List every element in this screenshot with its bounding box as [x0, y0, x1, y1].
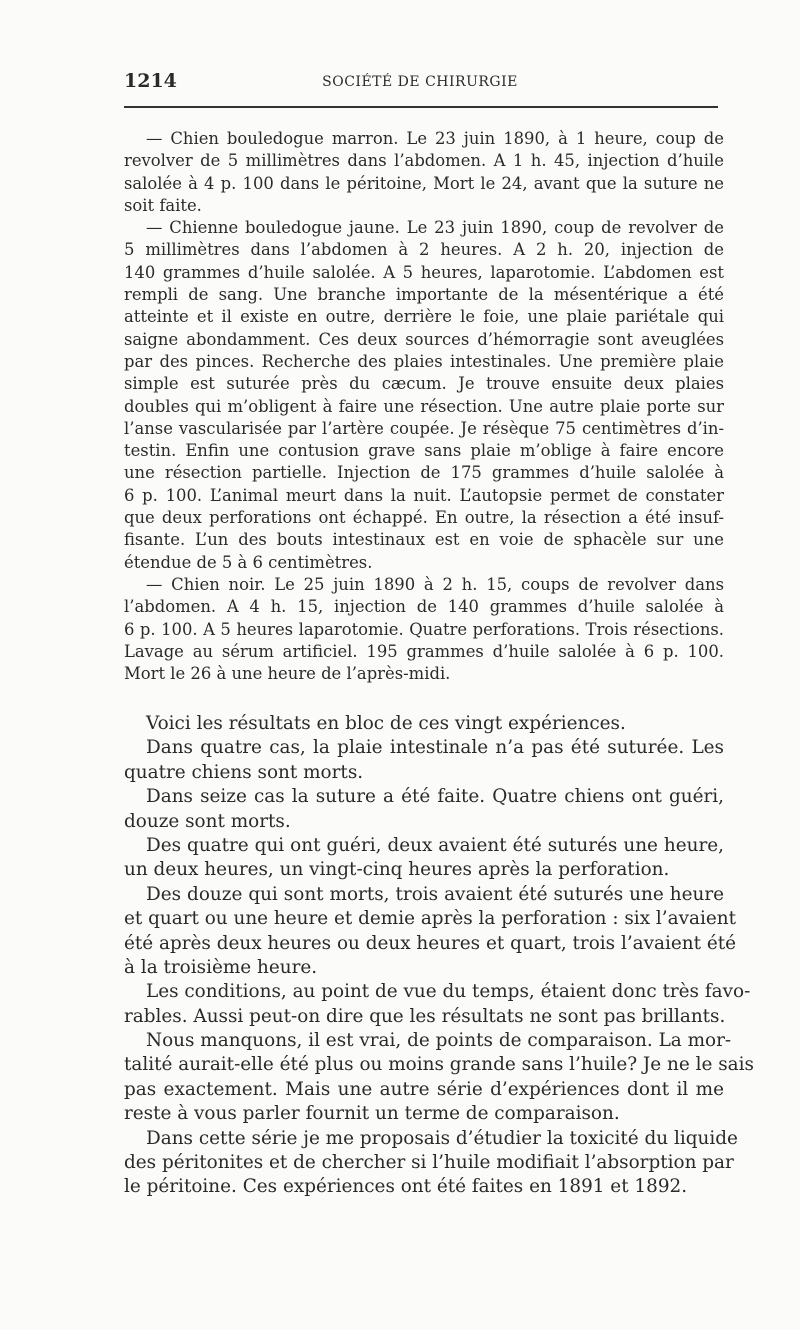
text-line: Nous manquons, il est vrai, de points de comparaison. La mor- [146, 1030, 732, 1052]
paragraph [124, 1127, 738, 1200]
text-line: l’abdomen. A 4 h. 15, injection de 140 grammes d’huile salolée à [124, 597, 724, 617]
results-discussion [124, 712, 754, 1200]
text-line: atteinte et il existe en outre, derrière le foie, une plaie pariétale qui [124, 307, 724, 327]
running-title: SOCIÉTÉ DE CHIRURGIE [322, 74, 518, 90]
text-line: fisante. L’un des bouts intestinaux est en voie de sphacèle sur une [124, 530, 724, 550]
paragraph [124, 883, 737, 981]
text-line: revolver de 5 millimètres dans l’abdomen. A 1 h. 45, injection d’huile [124, 151, 724, 171]
text-line: douze sont morts. [124, 810, 291, 832]
text-line: été après deux heures ou deux heures et quart, trois l’avaient été [124, 932, 737, 954]
paragraph [124, 128, 724, 217]
text-line: Les conditions, au point de vue du temps, étaient donc très favo- [146, 981, 751, 1003]
text-line: talité aurait-elle été plus ou moins grande sans l’huile? Je ne le sais [124, 1054, 754, 1076]
text-line: reste à vous parler fournit un terme de comparaison. [124, 1103, 620, 1125]
text-line: testin. Enfin une contusion grave sans plaie m’oblige à faire encore [124, 441, 724, 461]
text-line: et quart ou une heure et demie après la perforation : six l’avaient [124, 908, 736, 930]
text-line: salolée à 4 p. 100 dans le péritoine, Mort le 24, avant que la suture ne [124, 173, 724, 193]
text-line: Dans cette série je me proposais d’étudier la toxicité du liquide [146, 1127, 738, 1149]
text-line: rables. Aussi peut-on dire que les résultats ne sont pas brillants. [124, 1005, 726, 1027]
text-line: étendue de 5 à 6 centimètres. [124, 552, 373, 572]
paragraph [124, 712, 724, 736]
text-line: Dans quatre cas, la plaie intestinale n’a pas été suturée. Les [146, 737, 724, 759]
paragraph [124, 834, 724, 883]
text-line: l’anse vascularisée par l’artère coupée. Je résèque 75 centimètres d’in- [124, 418, 724, 438]
paragraph [124, 217, 724, 574]
text-line: — Chien noir. Le 25 juin 1890 à 2 h. 15, coups de revolver dans [146, 574, 724, 594]
text-line: saigne abondamment. Ces deux sources d’hémorragie sont aveuglées [124, 329, 724, 349]
text-line: — Chienne bouledogue jaune. Le 23 juin 1890, coup de revolver de [146, 218, 724, 238]
text-line: 5 millimètres dans l’abdomen à 2 heures. A 2 h. 20, injection de [124, 240, 724, 260]
text-line: quatre chiens sont morts. [124, 761, 364, 783]
text-line: Des douze qui sont morts, trois avaient été suturés une heure [146, 883, 724, 905]
text-line: que deux perforations ont échappé. En outre, la résection a été insuf- [124, 508, 724, 528]
text-line: pas exactement. Mais une autre série d’expériences dont il me [124, 1078, 724, 1100]
text-line: à la troisième heure. [124, 956, 318, 978]
text-line: des péritonites et de chercher si l’huile modifiait l’absorption par [124, 1152, 734, 1174]
paragraph [124, 736, 724, 785]
paragraph [124, 1029, 754, 1127]
text-line: Mort le 26 à une heure de l’après-midi. [124, 664, 451, 684]
text-line: soit faite. [124, 195, 202, 215]
text-line: Lavage au sérum artificiel. 195 grammes d’huile salolée à 6 p. 100. [124, 641, 724, 661]
page-number: 1214 [124, 70, 177, 92]
paragraph [124, 785, 724, 834]
text-line: Voici les résultats en bloc de ces vingt expériences. [146, 713, 626, 734]
text-line: 140 grammes d’huile salolée. A 5 heures, laparotomie. L’abdomen est [124, 262, 724, 282]
text-line: Dans seize cas la suture a été faite. Quatre chiens ont guéri, [146, 786, 724, 808]
text-line: rempli de sang. Une branche importante de la mésentérique a été [124, 285, 724, 305]
text-line: — Chien bouledogue marron. Le 23 juin 1890, à 1 heure, coup de [146, 129, 724, 148]
text-line: doubles qui m’obligent à faire une résection. Une autre plaie porte sur [124, 396, 724, 416]
text-line: par des pinces. Recherche des plaies intestinales. Une première plaie [124, 351, 724, 371]
header-rule [124, 106, 718, 108]
text-line: 6 p. 100. L’animal meurt dans la nuit. L’autopsie permet de constater [124, 485, 724, 505]
text-line: Des quatre qui ont guéri, deux avaient été suturés une heure, [146, 834, 724, 856]
text-line: une résection partielle. Injection de 175 grammes d’huile salolée à [124, 463, 724, 483]
text-line: le péritoine. Ces expériences ont été faites en 1891 et 1892. [124, 1176, 688, 1198]
text-line: 6 p. 100. A 5 heures laparotomie. Quatre perforations. Trois résections. [124, 619, 724, 639]
paragraph [124, 980, 751, 1029]
paragraph [124, 574, 724, 685]
text-line: simple est suturée près du cæcum. Je trouve ensuite deux plaies [124, 374, 724, 394]
case-reports [124, 128, 724, 685]
text-line: un deux heures, un vingt-cinq heures après la perforation. [124, 859, 670, 881]
